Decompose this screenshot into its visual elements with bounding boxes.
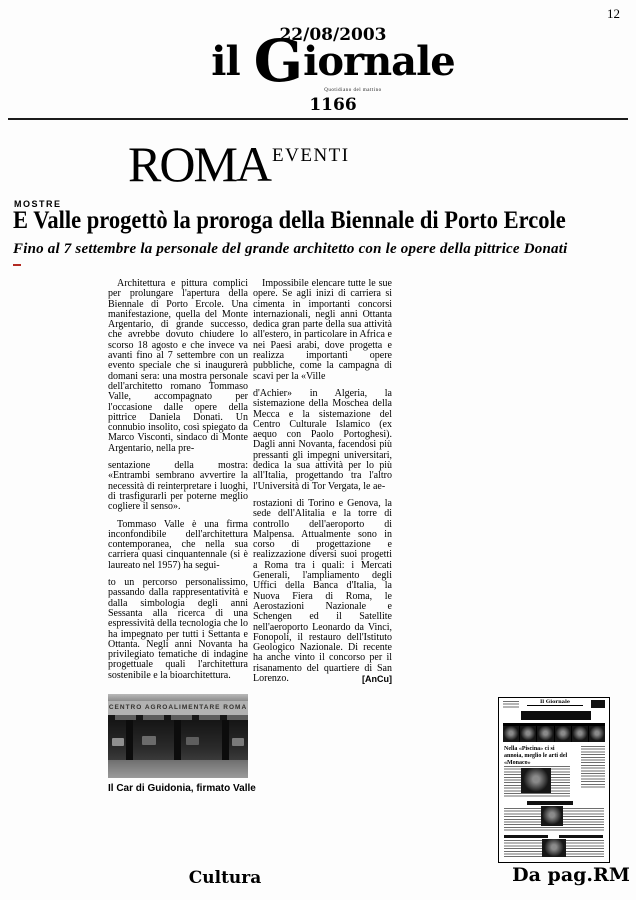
photo-roof-strip bbox=[108, 694, 248, 701]
article-paragraph: sentazione della mostra: «Entrambi sembrano avvertire la necessità di reinterpretare i luoghi, di trasfigurarli per poterne meglio cogliere il senso». bbox=[108, 460, 248, 513]
thumb-photo-strip bbox=[503, 723, 605, 742]
section-title: ROMA bbox=[128, 136, 271, 192]
article-photo bbox=[108, 694, 248, 778]
article-column-2 bbox=[253, 279, 392, 691]
header-divider bbox=[8, 118, 628, 120]
issue-number: 1166 bbox=[309, 95, 357, 115]
source-page-label: Da pag.RM bbox=[512, 864, 630, 886]
thumb-sidebar-text bbox=[581, 746, 605, 788]
section-subtitle: EVENTI bbox=[272, 145, 350, 166]
page-thumbnail bbox=[498, 697, 610, 863]
photo-caption: Il Car di Guidonia, firmato Valle bbox=[108, 783, 256, 794]
article-headline: E Valle progettò la proroga della Biennale di Porto Ercole bbox=[13, 207, 566, 234]
thumb-headline: Nella «Piscina» ci si annoia, meglio le arti del «Monaco» bbox=[504, 746, 568, 766]
thumb-headline-bar bbox=[504, 835, 548, 838]
red-scan-mark bbox=[13, 264, 21, 266]
thumb-masthead-title: Il Giornale bbox=[527, 699, 583, 706]
photo-truck bbox=[186, 737, 199, 745]
thumb-subheadline-bar bbox=[527, 801, 573, 805]
thumb-article-photo bbox=[541, 806, 563, 826]
article-byline: [AnCu] bbox=[362, 673, 392, 684]
logo-il: il bbox=[211, 38, 253, 85]
thumb-article-photo bbox=[521, 768, 551, 793]
photo-dark-area bbox=[108, 720, 248, 760]
paragraph-text: rostazioni di Torino e Genova, la sede dell'Alitalia e la torre di controllo dell'aeroporto di Malpensa. Attualmente sono in corso di progettazione e realizzazione diversi suoi progetti a Roma tra i quali: i Mercati Generali, l'ampliamento degli Uffici della Banca d'Italia, la Nuova Fiera di Roma, le Aerostazioni Nazionale e Schengen ed il Satellite nell'aeroporto Leonardo da Vinci, Fonopoli, il restauro dell'Istituto Geologico Nazionale. Di recente ha anche vinto il concorso per il risanamento del quartiere di San Lorenzo. bbox=[253, 497, 392, 684]
article-paragraph: Impossibile elencare tutte le sue opere. Se agli inizi di carriera si cimenta in importanti concorsi internazionali, negli anni Ottanta dedica gran parte della sua attività all'estero, in particolare in Africa e nei Paesi arabi, dove progetta e realizza importanti opere pubbliche, come la campagna di scavi per la «Ville bbox=[253, 278, 392, 382]
photo-building-sign: CENTRO AGROALIMENTARE ROMA bbox=[108, 701, 248, 715]
photo-pillar bbox=[222, 720, 229, 760]
masthead-tagline: Quotidiano del mattino bbox=[324, 88, 382, 93]
thumb-strip-photo bbox=[520, 726, 536, 742]
photo-ground bbox=[108, 760, 248, 778]
section-banner bbox=[128, 131, 350, 192]
photo-pillar bbox=[174, 720, 181, 760]
footer-section-label: Cultura bbox=[188, 868, 262, 888]
article-paragraph: Architettura e pittura complici per prolungare l'apertura della Biennale di Porto Ercole. Una manifestazione, quella del Monte Argentario, di grande successo, che avrebbe dovuto chiudere lo scorso 18 agosto e che invece va avanti fino al 7 settembre con un evento speciale che si inaugurerà domani sera: una mostra personale dell'architetto romano Tommaso Valle, accompagnato per l'occasione dalle opere della pittrice Daniela Donati. Un connubio insolito, così spiegato da Marco Visconti, sindaco di Monte Argentario, nella pre- bbox=[108, 278, 248, 454]
thumb-headline-bar bbox=[559, 835, 603, 838]
page-number: 12 bbox=[607, 6, 620, 21]
article-paragraph: to un percorso personalissimo, passando dalla rappresentatività e dalla simbologia degli anni Sessanta alla ricerca di una espressività della tecnologia che lo ha impegnato per tutti i Settanta e Ottanta. Negli anni Novanta ha privilegiato tematiche di indagine progettuale quali l'architettura sostenibile e la bioarchitettura. bbox=[108, 577, 248, 681]
thumb-strip-photo bbox=[589, 726, 605, 742]
thumb-ad-bar bbox=[521, 711, 591, 720]
photo-truck bbox=[112, 738, 124, 746]
photo-pillar bbox=[126, 720, 133, 760]
article-column-1 bbox=[108, 279, 248, 688]
photo-truck bbox=[142, 736, 156, 745]
article-paragraph: Tommaso Valle è una firma inconfondibile dell'architettura contemporanea, che nella sua carriera quasi cinquantennale (si è laureato nel 1957) ha segui- bbox=[108, 518, 248, 571]
logo-rest: iornale bbox=[303, 38, 455, 85]
thumb-strip-photo bbox=[572, 726, 588, 742]
article-paragraph: d'Achier» in Algeria, la sistemazione della Moschea della Mecca e la sistemazione del Centro Culturale Islamico (ex aequo con Paolo Portoghesi). Dagli anni Novanta, facendosi più pressanti gli impegni universitari, dedica la sua attività per lo più all'Italia, progettando tra l'altro l'Università di Tor Vergata, le ae- bbox=[253, 387, 392, 492]
thumb-article-photo bbox=[542, 839, 566, 857]
thumb-masthead-left bbox=[503, 701, 519, 708]
thumb-strip-photo bbox=[503, 726, 519, 742]
article-kicker: MOSTRE bbox=[14, 199, 62, 209]
article-paragraph bbox=[253, 499, 392, 684]
thumb-masthead-box bbox=[591, 700, 605, 708]
article-subhead: Fino al 7 settembre la personale del grande architetto con le opere della pittrice Donati bbox=[13, 241, 568, 257]
header-date: 22/08/2003 bbox=[279, 25, 387, 45]
thumb-strip-photo bbox=[555, 726, 571, 742]
logo-g: G bbox=[253, 27, 303, 95]
photo-truck bbox=[232, 738, 244, 746]
thumb-strip-photo bbox=[537, 726, 553, 742]
